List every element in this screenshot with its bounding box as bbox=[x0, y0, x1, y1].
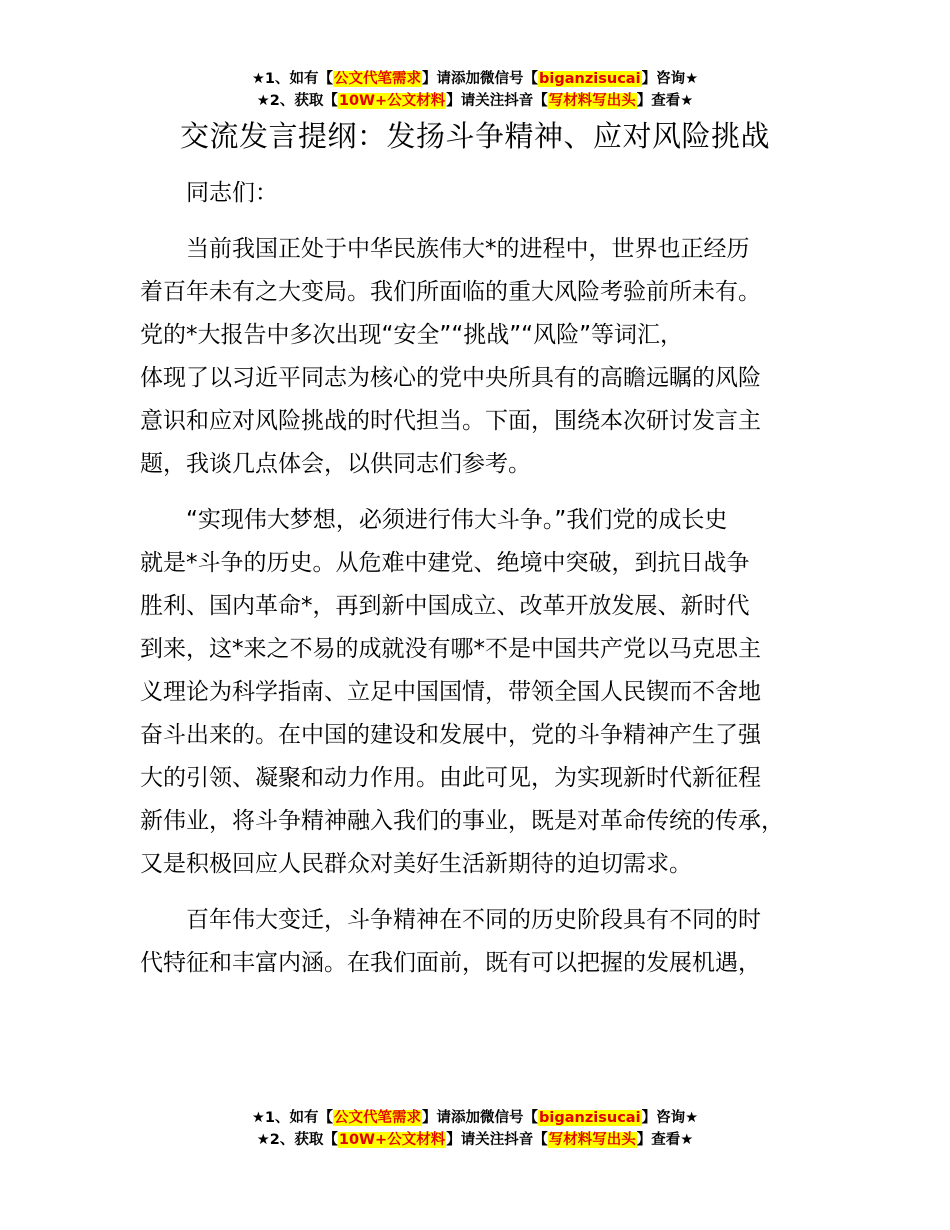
text-line: 大的引领、凝聚和动力作用。由此可见，为实现新时代新征程 bbox=[140, 765, 761, 791]
text-line: 新伟业，将斗争精神融入我们的事业，既是对革命传统的传承， bbox=[140, 808, 784, 834]
banner-highlight: 公文代笔需求 bbox=[334, 71, 422, 87]
text-line: 题，我谈几点体会，以供同志们参考。 bbox=[140, 451, 531, 477]
banner-text: 】请关注抖音【 bbox=[446, 1132, 548, 1148]
banner-text: ★1、如有【 bbox=[251, 1110, 334, 1126]
text-line: 义理论为科学指南、立足中国国情，带领全国人民锲而不舍地 bbox=[140, 679, 761, 705]
banner-highlight: 公文代笔需求 bbox=[334, 1110, 422, 1126]
greeting: 同志们： bbox=[186, 180, 278, 206]
text-line: 着百年未有之大变局。我们所面临的重大风险考验前所未有。 bbox=[140, 279, 761, 305]
text-line: 当前我国正处于中华民族伟大*的进程中，世界也正经历 bbox=[186, 236, 750, 262]
document-title: 交流发言提纲：发扬斗争精神、应对风险挑战 bbox=[179, 119, 770, 153]
paragraph-1 bbox=[140, 228, 840, 486]
paragraph-3 bbox=[140, 899, 840, 985]
banner-text: 】请关注抖音【 bbox=[446, 93, 548, 109]
banner-line-1 bbox=[0, 1107, 950, 1129]
footer-banner bbox=[0, 1107, 950, 1151]
banner-highlight: 10W+公文材料 bbox=[338, 1132, 446, 1148]
banner-line-2 bbox=[0, 90, 950, 112]
text-line: 意识和应对风险挑战的时代担当。下面，围绕本次研讨发言主 bbox=[140, 408, 761, 434]
header-banner bbox=[0, 68, 950, 112]
text-line: 就是*斗争的历史。从危难中建党、绝境中突破，到抗日战争 bbox=[140, 550, 750, 576]
document-body bbox=[140, 172, 840, 998]
text-line: 党的*大报告中多次出现“安全”“挑战”“风险”等词汇， bbox=[140, 322, 683, 348]
banner-highlight: biganzisucai bbox=[539, 71, 641, 87]
text-line: “实现伟大梦想，必须进行伟大斗争。”我们党的成长史 bbox=[186, 507, 728, 533]
text-line: 体现了以习近平同志为核心的党中央所具有的高瞻远瞩的风险 bbox=[140, 365, 761, 391]
banner-text: ★2、获取【 bbox=[256, 1132, 338, 1148]
banner-text: 】请添加微信号【 bbox=[422, 71, 539, 87]
banner-text: ★2、获取【 bbox=[256, 93, 338, 109]
text-line: 胜利、国内革命*，再到新中国成立、改革开放发展、新时代 bbox=[140, 593, 750, 619]
text-line: 百年伟大变迁，斗争精神在不同的历史阶段具有不同的时 bbox=[186, 907, 761, 933]
text-line: 又是积极回应人民群众对美好生活新期待的迫切需求。 bbox=[140, 851, 692, 877]
paragraph-2 bbox=[140, 499, 840, 886]
banner-highlight: 10W+公文材料 bbox=[338, 93, 446, 109]
text-line: 奋斗出来的。在中国的建设和发展中，党的斗争精神产生了强 bbox=[140, 722, 761, 748]
banner-text: 】咨询★ bbox=[641, 1110, 699, 1126]
banner-text: 】咨询★ bbox=[641, 71, 699, 87]
banner-highlight: 写材料写出头 bbox=[548, 1132, 636, 1148]
banner-text: 】请添加微信号【 bbox=[422, 1110, 539, 1126]
banner-highlight: biganzisucai bbox=[539, 1110, 641, 1126]
text-line: 代特征和丰富内涵。在我们面前，既有可以把握的发展机遇， bbox=[140, 950, 761, 976]
text-line: 到来，这*来之不易的成就没有哪*不是中国共产党以马克思主 bbox=[140, 636, 761, 662]
banner-text: 】查看★ bbox=[636, 1132, 694, 1148]
banner-text: ★1、如有【 bbox=[251, 71, 334, 87]
banner-highlight: 写材料写出头 bbox=[548, 93, 636, 109]
banner-line-2 bbox=[0, 1129, 950, 1151]
banner-text: 】查看★ bbox=[636, 93, 694, 109]
banner-line-1 bbox=[0, 68, 950, 90]
